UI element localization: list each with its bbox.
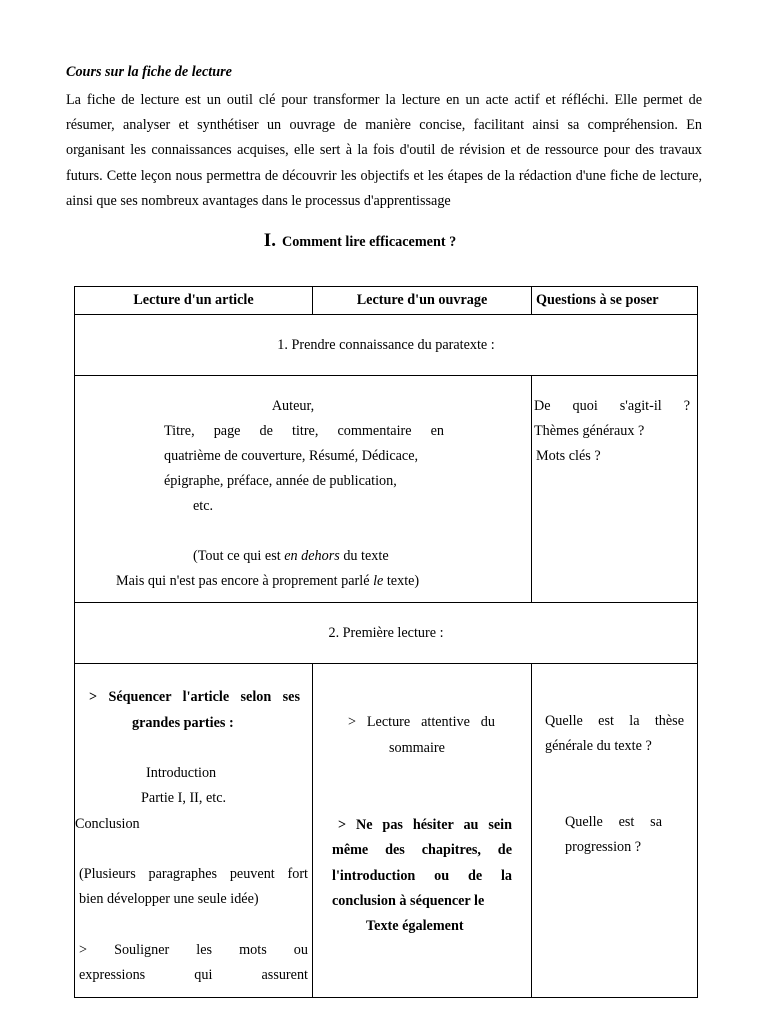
note-text: (Tout ce qui est — [193, 548, 285, 564]
page-title: Cours sur la fiche de lecture — [66, 64, 232, 80]
paratext-questions-cell — [532, 376, 698, 603]
section-heading — [0, 230, 720, 252]
paratext-row — [75, 376, 698, 603]
ouvrage-bold-line: > Ne pas hésiter au sein — [338, 817, 512, 833]
question-line: générale du texte ? — [545, 738, 652, 754]
note-text: texte) — [383, 573, 420, 589]
ouvrage-bold-line: Texte également — [366, 918, 464, 934]
section-number: I. — [263, 230, 276, 251]
ouvrage-cell — [313, 664, 532, 998]
step2-row — [75, 603, 698, 664]
article-underline-instruction: > Souligner les mots ou — [79, 942, 308, 958]
paratext-line: etc. — [193, 498, 214, 514]
article-underline-instruction: expressions qui assurent — [79, 967, 308, 983]
reading-method-table — [74, 286, 698, 998]
intro-paragraph: La fiche de lecture est un outil clé pour transformer la lecture en un acte actif et réfléchi. Elle permet de résumer, analyser et synthétiser un ouvrage de manière concise, facilitant ainsi sa compréhension. En organisant les connaissances acquises, elle sert à la fois d'outil de révision et de ressource pour des travaux futurs. Cette leçon nous permettra de découvrir les objectifs et les étapes de la rédaction d'une fiche de lecture, ainsi que ses nombreux avantages dans le processus d'apprentissage — [66, 92, 702, 209]
ouvrage-bold-line: l'introduction ou de la — [332, 868, 512, 884]
header-ouvrage: Lecture d'un ouvrage — [313, 287, 532, 315]
paratext-line: Titre, page de titre, commentaire en — [164, 423, 444, 439]
question-line: progression ? — [565, 839, 642, 855]
ouvrage-bold-line: conclusion à séquencer le — [332, 893, 485, 909]
article-part: Conclusion — [75, 816, 140, 832]
ouvrage-bold-line: même des chapitres, de — [332, 842, 512, 858]
article-note: bien développer une seule idée) — [79, 891, 259, 907]
table-header-row — [75, 287, 698, 315]
paratext-line: Auteur, — [271, 398, 315, 414]
question-line: Quelle est sa — [565, 814, 662, 830]
header-questions: Questions à se poser — [532, 287, 698, 315]
question-line: De quoi s'agit-il ? — [534, 398, 690, 414]
note-text: Mais qui n'est pas encore à proprement parlé — [116, 573, 374, 589]
ouvrage-line: sommaire — [389, 740, 445, 756]
header-article: Lecture d'un article — [75, 287, 313, 315]
ouvrage-line: > Lecture attentive du — [348, 714, 495, 730]
note-text: du texte — [339, 548, 389, 564]
paratext-line: quatrième de couverture, Résumé, Dédicace, — [164, 448, 419, 464]
article-part: Partie I, II, etc. — [141, 790, 227, 806]
question-line: Quelle est la thèse — [545, 713, 684, 729]
section-title: Comment lire efficacement ? — [281, 234, 457, 250]
paratext-note — [193, 548, 389, 565]
question-line: Mots clés ? — [536, 448, 601, 464]
paratext-note — [116, 573, 419, 590]
step1-title: 1. Prendre connaissance du paratexte : — [75, 315, 698, 376]
article-cell — [75, 664, 313, 998]
article-part: Introduction — [146, 765, 217, 781]
reading-questions-cell — [532, 664, 698, 998]
first-reading-row — [75, 664, 698, 998]
note-emphasis: le — [373, 573, 384, 589]
step2-title: 2. Première lecture : — [75, 603, 698, 664]
question-line: Thèmes généraux ? — [534, 423, 645, 439]
paratext-cell — [75, 376, 532, 603]
article-note: (Plusieurs paragraphes peuvent fort — [79, 866, 308, 882]
note-emphasis: en dehors — [284, 548, 340, 564]
article-heading: grandes parties : — [132, 715, 234, 731]
step1-row — [75, 315, 698, 376]
paratext-line: épigraphe, préface, année de publication, — [164, 473, 397, 489]
article-heading: > Séquencer l'article selon ses — [89, 689, 300, 705]
